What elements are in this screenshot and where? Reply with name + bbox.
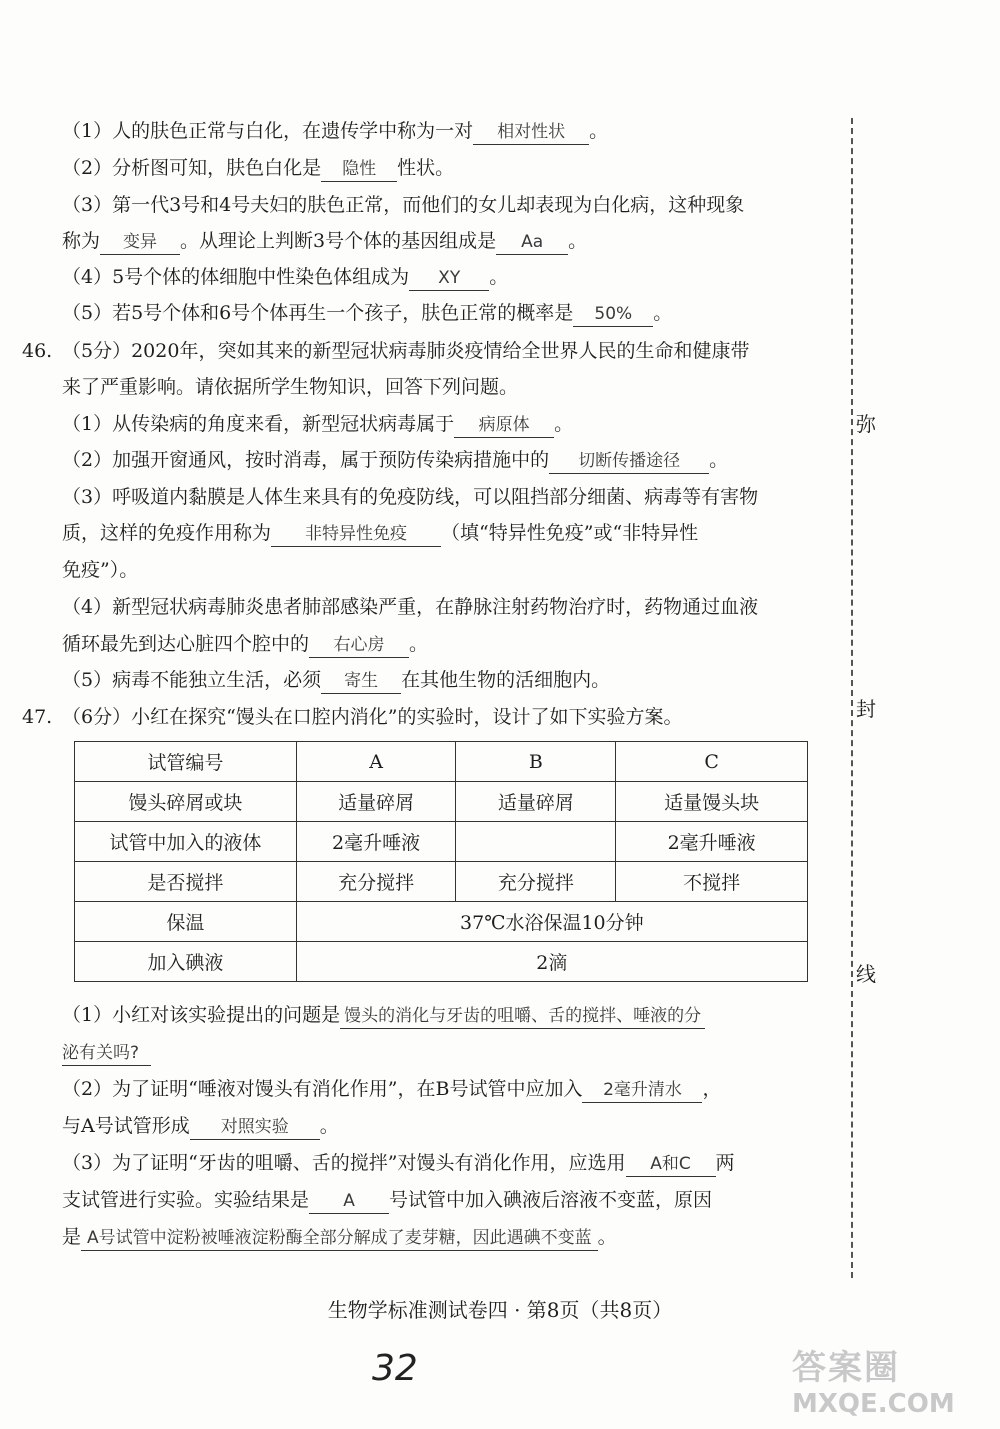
q47-sub3-reason: 是 A号试管中淀粉被唾液淀粉酶全部分解成了麦芽糖，因此遇碘不变蓝 。 bbox=[62, 1222, 617, 1252]
answer-blank: Aa bbox=[496, 230, 568, 255]
table-cell: 不搅拌 bbox=[616, 862, 808, 902]
table-cell: 保温 bbox=[75, 902, 297, 942]
table-cell: 37℃水浴保温10分钟 bbox=[296, 902, 807, 942]
side-label-mi: 弥 bbox=[856, 412, 876, 436]
q45-line4: 称为 变异 。从理论上判断3号个体的基因组成是 Aa 。 bbox=[62, 226, 587, 256]
side-label-feng: 封 bbox=[856, 697, 876, 721]
table-cell: 适量碎屑 bbox=[456, 782, 616, 822]
answer-blank: 相对性状 bbox=[473, 120, 589, 145]
answer-blank: 病原体 bbox=[454, 413, 554, 438]
q46-line4: （2）加强开窗通风，按时消毒，属于预防传染病措施中的 切断传播途径 。 bbox=[62, 445, 728, 475]
table-row bbox=[75, 942, 808, 982]
answer-blank: 非特异性免疫 bbox=[271, 522, 441, 547]
table-row bbox=[75, 782, 808, 822]
answer-blank: 2毫升清水 bbox=[582, 1078, 702, 1103]
q45-line1: （1）人的肤色正常与白化，在遗传学中称为一对 相对性状 。 bbox=[62, 116, 608, 146]
answer-blank: A bbox=[309, 1189, 389, 1214]
q46-line8: （4）新型冠状病毒肺炎患者肺部感染严重，在静脉注射药物治疗时，药物通过血液 bbox=[62, 596, 759, 618]
answer-blank: 泌有关吗? bbox=[62, 1041, 151, 1066]
table-cell: 馒头碎屑或块 bbox=[75, 782, 297, 822]
question-number: 46. bbox=[22, 340, 53, 362]
table-cell: 2毫升唾液 bbox=[296, 822, 456, 862]
table-cell: 充分搅拌 bbox=[456, 862, 616, 902]
q45-line5: （4）5号个体的体细胞中性染色体组成为 XY 。 bbox=[62, 262, 508, 292]
answer-blank: XY bbox=[409, 266, 489, 291]
table-row bbox=[75, 862, 808, 902]
q46-line7: 免疫”）。 bbox=[62, 559, 139, 581]
q47-sub3: （3）为了证明“牙齿的咀嚼、舌的搅拌”对馒头有消化作用，应选用 A和C 两 bbox=[62, 1148, 735, 1178]
table-cell: 适量碎屑 bbox=[296, 782, 456, 822]
q47-intro: （6分）小红在探究“馒头在口腔内消化”的实验时，设计了如下实验方案。 bbox=[62, 706, 683, 728]
q46-line10: （5）病毒不能独立生活，必须 寄生 在其他生物的活细胞内。 bbox=[62, 665, 610, 695]
q46-line1: （5分）2020年，突如其来的新型冠状病毒肺炎疫情给全世界人民的生命和健康带 bbox=[62, 340, 750, 362]
table-cell: 是否搅拌 bbox=[75, 862, 297, 902]
q45-line6: （5）若5号个体和6号个体再生一个孩子，肤色正常的概率是 50% 。 bbox=[62, 298, 672, 328]
table-row bbox=[75, 902, 808, 942]
table-cell: 充分搅拌 bbox=[296, 862, 456, 902]
q47-sub2-cont: 与A号试管形成 对照实验 。 bbox=[62, 1111, 339, 1141]
q46-line2: 来了严重影响。请依据所学生物知识，回答下列问题。 bbox=[62, 376, 519, 398]
answer-blank: 馒头的消化与牙齿的咀嚼、舌的搅拌、唾液的分 bbox=[340, 1004, 705, 1029]
answer-blank: A号试管中淀粉被唾液淀粉酶全部分解成了麦芽糖，因此遇碘不变蓝 bbox=[81, 1226, 598, 1251]
answer-blank: 变异 bbox=[100, 230, 180, 255]
answer-blank: A和C bbox=[626, 1152, 716, 1177]
answer-blank: 寄生 bbox=[321, 669, 401, 694]
q47-sub1-cont bbox=[62, 1037, 151, 1067]
q46-line9: 循环最先到达心脏四个腔中的 右心房 。 bbox=[62, 629, 428, 659]
binding-line bbox=[851, 118, 853, 1278]
table-row bbox=[75, 742, 808, 782]
answer-blank: 隐性 bbox=[321, 157, 397, 182]
answer-blank: 切断传播途径 bbox=[549, 449, 709, 474]
handwritten-page-number: 32 bbox=[372, 1348, 418, 1389]
table-cell: 2滴 bbox=[296, 942, 807, 982]
question-number: 47. bbox=[22, 706, 53, 728]
table-cell: 2毫升唾液 bbox=[616, 822, 808, 862]
table-cell: 试管编号 bbox=[75, 742, 297, 782]
table-row bbox=[75, 822, 808, 862]
q47-sub1: （1）小红对该实验提出的问题是 馒头的消化与牙齿的咀嚼、舌的搅拌、唾液的分 bbox=[62, 1000, 705, 1030]
watermark bbox=[792, 1340, 955, 1419]
q46-line5: （3）呼吸道内黏膜是人体生来具有的免疫防线，可以阻挡部分细菌、病毒等有害物 bbox=[62, 486, 759, 508]
q45-line3: （3）第一代3号和4号夫妇的肤色正常，而他们的女儿却表现为白化病，这种现象 bbox=[62, 194, 745, 216]
watermark-logo: 答案圈 bbox=[792, 1348, 900, 1388]
watermark-url: MXQE.COM bbox=[792, 1389, 955, 1419]
answer-blank: 对照实验 bbox=[190, 1115, 320, 1140]
answer-blank: 右心房 bbox=[309, 633, 409, 658]
table-cell bbox=[456, 822, 616, 862]
answer-blank: 50% bbox=[573, 302, 653, 327]
q47-sub3-cont: 支试管进行实验。实验结果是 A 号试管中加入碘液后溶液不变蓝，原因 bbox=[62, 1185, 712, 1215]
q45-line2: （2）分析图可知，肤色白化是 隐性 性状。 bbox=[62, 153, 454, 183]
table-cell: 适量馒头块 bbox=[616, 782, 808, 822]
table-cell: A bbox=[296, 742, 456, 782]
table-cell: C bbox=[616, 742, 808, 782]
table-cell: 试管中加入的液体 bbox=[75, 822, 297, 862]
table-cell: B bbox=[456, 742, 616, 782]
q46-line6: 质，这样的免疫作用称为 非特异性免疫 （填“特异性免疫”或“非特异性 bbox=[62, 518, 698, 548]
page-footer: 生物学标准测试卷四 · 第8页（共8页） bbox=[327, 1298, 673, 1322]
experiment-table bbox=[74, 741, 808, 982]
q46-line3: （1）从传染病的角度来看，新型冠状病毒属于 病原体 。 bbox=[62, 409, 573, 439]
table-cell: 加入碘液 bbox=[75, 942, 297, 982]
q47-sub2: （2）为了证明“唾液对馒头有消化作用”，在B号试管中应加入 2毫升清水 ， bbox=[62, 1074, 722, 1104]
side-label-xian: 线 bbox=[856, 962, 876, 986]
